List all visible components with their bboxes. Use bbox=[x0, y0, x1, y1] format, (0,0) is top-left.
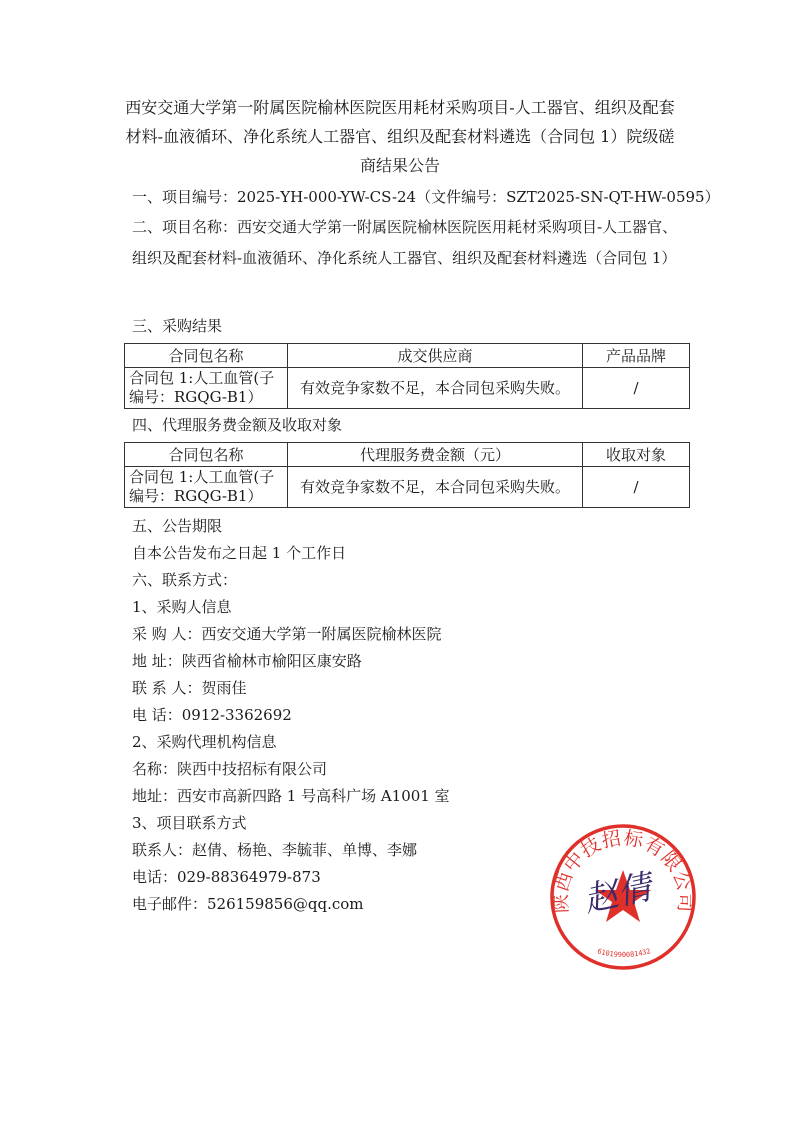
title-line-2: 材料-血液循环、净化系统人工器官、组织及配套材料遴选（合同包 1）院级磋 bbox=[125, 127, 675, 146]
title-line-3: 商结果公告 bbox=[359, 156, 440, 175]
seal-text: 陕西中技招标有限公司 bbox=[549, 827, 697, 914]
document-title bbox=[110, 93, 690, 180]
signature: 赵倩 bbox=[580, 867, 656, 921]
agency-info-heading: 2、采购代理机构信息 bbox=[132, 733, 277, 751]
section-3-heading: 三、采购结果 bbox=[132, 317, 223, 335]
project-contact-phone: 电话：029-88364979-873 bbox=[132, 868, 321, 886]
buyer-address: 地 址：陕西省榆林市榆阳区康安路 bbox=[132, 652, 362, 670]
fee-table bbox=[124, 442, 690, 508]
notice-period: 自本公告发布之日起 1 个工作日 bbox=[132, 544, 347, 562]
project-contact-email: 电子邮件：526159856@qq.com bbox=[132, 895, 364, 913]
table-cell: / bbox=[583, 467, 690, 508]
project-contact-heading: 3、项目联系方式 bbox=[132, 814, 247, 832]
table-header: 产品品牌 bbox=[583, 344, 690, 368]
table-header: 成交供应商 bbox=[288, 344, 583, 368]
section-5-heading: 五、公告期限 bbox=[132, 517, 223, 535]
table-cell: 合同包 1:人工血管(子编号：RGQG-B1） bbox=[125, 368, 288, 409]
table-row bbox=[125, 368, 690, 409]
agency-address: 地址：西安市高新四路 1 号高科广场 A1001 室 bbox=[132, 787, 450, 805]
table-header: 收取对象 bbox=[583, 443, 690, 467]
result-table bbox=[124, 343, 690, 409]
svg-text:6101990081432 bbox=[596, 947, 651, 959]
table-header: 代理服务费金额（元） bbox=[288, 443, 583, 467]
buyer-phone: 电 话：0912-3362692 bbox=[132, 706, 292, 724]
seal-code: 6101990081432 bbox=[596, 947, 652, 960]
project-contact-people: 联系人：赵倩、杨艳、李毓菲、单博、李娜 bbox=[132, 841, 418, 859]
table-row bbox=[125, 467, 690, 508]
table-cell: 合同包 1:人工血管(子编号：RGQG-B1） bbox=[125, 467, 288, 508]
table-cell: 有效竞争家数不足，本合同包采购失败。 bbox=[288, 467, 583, 508]
buyer-name: 采 购 人：西安交通大学第一附属医院榆林医院 bbox=[132, 625, 442, 643]
section-4-heading: 四、代理服务费金额及收取对象 bbox=[132, 416, 343, 434]
agency-name: 名称：陕西中技招标有限公司 bbox=[132, 760, 328, 778]
table-cell: 有效竞争家数不足，本合同包采购失败。 bbox=[288, 368, 583, 409]
table-header: 合同包名称 bbox=[125, 344, 288, 368]
buyer-info-heading: 1、采购人信息 bbox=[132, 598, 232, 616]
table-cell: / bbox=[583, 368, 690, 409]
section-6-heading: 六、联系方式： bbox=[132, 571, 238, 589]
project-number: 一、项目编号：2025-YH-000-YW-CS-24（文件编号：SZT2025-SN-QT-HW-0595） bbox=[132, 188, 720, 206]
table-header: 合同包名称 bbox=[125, 443, 288, 467]
project-name: 二、项目名称：西安交通大学第一附属医院榆林医院医用耗材采购项目-人工器官、组织及配套材料-血液循环、净化系统人工器官、组织及配套材料遴选（合同包 1） bbox=[132, 218, 678, 267]
buyer-contact: 联 系 人：贺雨佳 bbox=[132, 679, 247, 697]
title-line-1: 西安交通大学第一附属医院榆林医院医用耗材采购项目-人工器官、组织及配套 bbox=[125, 98, 675, 117]
